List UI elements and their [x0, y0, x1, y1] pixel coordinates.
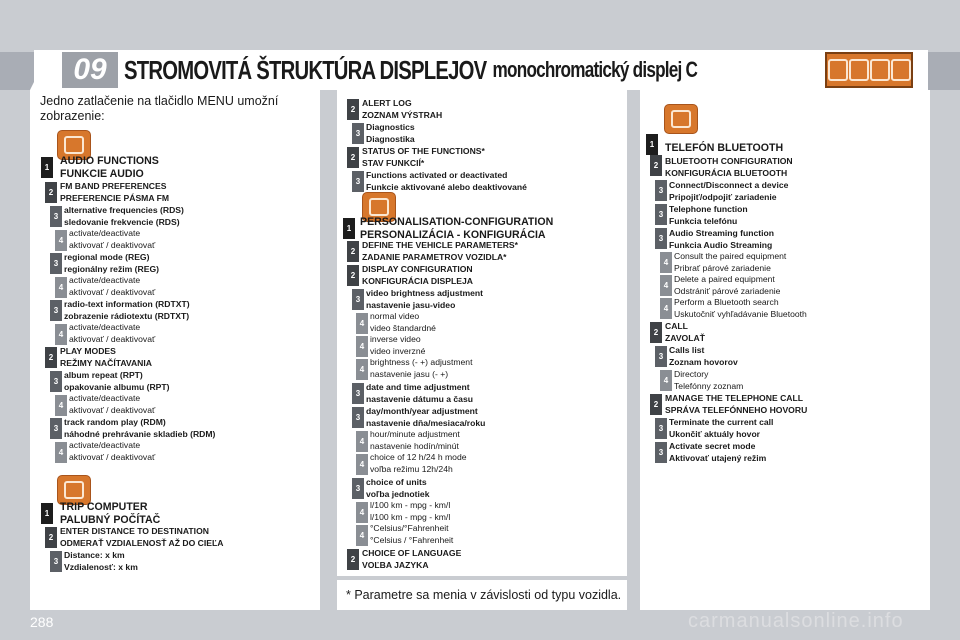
page-title: [124, 52, 697, 88]
menu-vehicle-parameters: DEFINE THE VEHICLE PARAMETERS* ZADANIE PARAMETROV VOZIDLA*: [362, 240, 518, 262]
page-number: 288: [30, 614, 54, 630]
level-badge: 4: [356, 431, 368, 452]
level-badge: 1: [41, 157, 53, 178]
menu-rdm-activate: activate/deactivate aktivovať / deaktivovať: [69, 440, 156, 462]
menu-diagnostics: Diagnostics Diagnostika: [366, 122, 415, 144]
menu-consumption-units: l/100 km - mpg - km/l l/100 km - mpg - km/l: [370, 500, 451, 522]
menu-audio-streaming: Audio Streaming function Funkcia Audio Streaming: [669, 228, 775, 250]
level-badge: 2: [347, 241, 359, 262]
level-badge: 2: [347, 99, 359, 120]
menu-alert-log: ALERT LOG ZOZNAM VÝSTRAH: [362, 98, 443, 120]
menu-normal-video: normal video video štandardné: [370, 311, 436, 333]
level-badge: 2: [347, 265, 359, 286]
menu-directory: Directory Telefónny zoznam: [674, 369, 744, 391]
level-badge: 3: [655, 180, 667, 201]
level-badge: 3: [352, 123, 364, 144]
level-badge: 4: [356, 502, 368, 523]
menu-personalisation: PERSONALISATION-CONFIGURATION PERSONALIZÁCIA - KONFIGURÁCIA: [360, 216, 554, 241]
menu-rds: alternative frequencies (RDS) sledovanie frekvencie (RDS): [64, 205, 184, 227]
level-badge: 3: [50, 371, 62, 392]
menu-rds-activate: activate/deactivate aktivovať / deaktivovať: [69, 228, 156, 250]
level-badge: 4: [356, 336, 368, 357]
level-badge: 3: [352, 171, 364, 192]
menu-album-repeat: album repeat (RPT) opakovanie albumu (RPT): [64, 370, 170, 392]
level-badge: 3: [655, 346, 667, 367]
menu-day-month-year: day/month/year adjustment nastavenie dňa/mesiaca/roku: [366, 406, 486, 428]
menu-call: CALL ZAVOLAŤ: [665, 321, 705, 343]
menu-play-modes: PLAY MODES REŽIMY NAČÍTAVANIA: [60, 346, 152, 368]
level-badge: 2: [650, 155, 662, 176]
page-title-main: STROMOVITÁ ŠTRUKTÚRA DISPLEJOV: [124, 54, 487, 85]
menu-status: STATUS OF THE FUNCTIONS* STAV FUNKCIÍ*: [362, 146, 485, 168]
level-badge: 2: [347, 549, 359, 570]
level-badge: 4: [55, 442, 67, 463]
level-badge: 1: [343, 218, 355, 239]
menu-terminate-call: Terminate the current call Ukončiť aktuály hovor: [669, 417, 774, 439]
menu-bluetooth-config: BLUETOOTH CONFIGURATION KONFIGURÁCIA BLUETOOTH: [665, 156, 793, 178]
level-badge: 3: [352, 407, 364, 428]
menu-random-play: track random play (RDM) náhodné prehrávanie skladieb (RDM): [64, 417, 216, 439]
menu-date-time: date and time adjustment nastavenie dátumu a času: [366, 382, 473, 404]
level-badge: 4: [356, 359, 368, 380]
menu-trip-computer: TRIP COMPUTER PALUBNÝ POČÍTAČ: [60, 501, 161, 526]
level-badge: 4: [660, 298, 672, 319]
intro-text: Jedno zatlačenie na tlačidlo MENU umožní zobrazenie:: [40, 94, 279, 123]
menu-hour-minute: hour/minute adjustment nastavenie hodín/minút: [370, 429, 460, 451]
level-badge: 2: [650, 322, 662, 343]
level-badge: 2: [45, 527, 57, 548]
level-badge: 3: [50, 206, 62, 227]
menu-rpt-activate: activate/deactivate aktivovať / deaktivovať: [69, 393, 156, 415]
page-title-sub: monochromatický displej C: [492, 57, 698, 82]
level-badge: 1: [646, 134, 658, 155]
chapter-number: 09: [62, 52, 118, 88]
watermark: carmanualsonline.info: [688, 610, 904, 632]
trip-computer-icon: [849, 59, 869, 81]
menu-language: CHOICE OF LANGUAGE VOĽBA JAZYKA: [362, 548, 462, 570]
level-badge: 2: [650, 394, 662, 415]
header-wedge: [30, 50, 50, 90]
level-badge: 2: [45, 182, 57, 203]
level-badge: 3: [655, 442, 667, 463]
level-badge: 4: [55, 324, 67, 345]
menu-audio-functions: AUDIO FUNCTIONS FUNKCIE AUDIO: [60, 155, 159, 180]
audio-icon: [828, 59, 848, 81]
menu-inverse-video: inverse video video inverzné: [370, 334, 426, 356]
level-badge: 4: [356, 313, 368, 334]
menu-display-configuration: DISPLAY CONFIGURATION KONFIGURÁCIA DISPLEJA: [362, 264, 473, 286]
level-badge: 4: [55, 395, 67, 416]
footnote: * Parametre sa menia v závislosti od typu vozidla.: [346, 588, 622, 602]
menu-temperature-units: °Celsius/°Fahrenheit °Celsius / °Fahrenheit: [370, 523, 454, 545]
level-badge: 3: [50, 418, 62, 439]
menu-units: choice of units voľba jednotiek: [366, 477, 430, 499]
level-badge: 3: [655, 418, 667, 439]
menu-rdtxt: radio-text information (RDTXT) zobrazenie rádiotextu (RDTXT): [64, 299, 190, 321]
level-badge: 3: [50, 300, 62, 321]
menu-distance-destination: ENTER DISTANCE TO DESTINATION ODMERAŤ VZDIALENOSŤ AŽ DO CIEĽA: [60, 526, 224, 548]
level-badge: 3: [655, 204, 667, 225]
level-badge: 3: [50, 551, 62, 572]
level-badge: 1: [41, 503, 53, 524]
header-icon-strip: [825, 52, 913, 88]
level-badge: 3: [352, 289, 364, 310]
menu-consult-paired: Consult the paired equipment Pribrať párové zariadenie: [674, 251, 787, 273]
menu-functions-activated: Functions activated or deactivated Funkcie aktivované alebo deaktivované: [366, 170, 527, 192]
settings-icon: [870, 59, 890, 81]
level-badge: 4: [55, 277, 67, 298]
menu-manage-call: MANAGE THE TELEPHONE CALL SPRÁVA TELEFÓNNEHO HOVORU: [665, 393, 808, 415]
level-badge: 4: [660, 370, 672, 391]
menu-secret-mode: Activate secret mode Aktivovať utajený režim: [669, 441, 767, 463]
level-badge: 2: [347, 147, 359, 168]
level-badge: 3: [352, 478, 364, 499]
level-badge: 3: [50, 253, 62, 274]
menu-bluetooth-phone: TELEFÓN BLUETOOTH: [665, 142, 784, 154]
level-badge: 3: [655, 228, 667, 249]
menu-rdtxt-activate: activate/deactivate aktivovať / deaktivovať: [69, 322, 156, 344]
level-badge: 4: [356, 525, 368, 546]
menu-brightness-adjust: brightness (- +) adjustment nastavenie jasu (- +): [370, 357, 473, 379]
menu-video-brightness: video brightness adjustment nastavenie jasu-video: [366, 288, 483, 310]
menu-distance: Distance: x km Vzdialenosť: x km: [64, 550, 138, 572]
level-badge: 2: [45, 347, 57, 368]
menu-connect-device: Connect/Disconnect a device Pripojiť/odpojiť zariadenie: [669, 180, 789, 202]
phone-icon: [891, 59, 911, 81]
menu-calls-list: Calls list Zoznam hovorov: [669, 345, 738, 367]
level-badge: 4: [356, 454, 368, 475]
phone-icon: [664, 104, 698, 134]
level-badge: 4: [55, 230, 67, 251]
menu-fm-band: FM BAND PREFERENCES PREFERENCIE PÁSMA FM: [60, 181, 170, 203]
level-badge: 4: [660, 252, 672, 273]
menu-bluetooth-search: Perform a Bluetooth search Uskutočniť vyhľadávanie Bluetooth: [674, 297, 807, 319]
menu-reg: regional mode (REG) regionálny režim (REG): [64, 252, 160, 274]
level-badge: 3: [352, 383, 364, 404]
menu-telephone-function: Telephone function Funkcia telefónu: [669, 204, 748, 226]
menu-delete-paired: Delete a paired equipment Odstrániť párové zariadenie: [674, 274, 781, 296]
menu-12-24: choice of 12 h/24 h mode voľba režimu 12h/24h: [370, 452, 467, 474]
level-badge: 4: [660, 275, 672, 296]
menu-reg-activate: activate/deactivate aktivovať / deaktivovať: [69, 275, 156, 297]
